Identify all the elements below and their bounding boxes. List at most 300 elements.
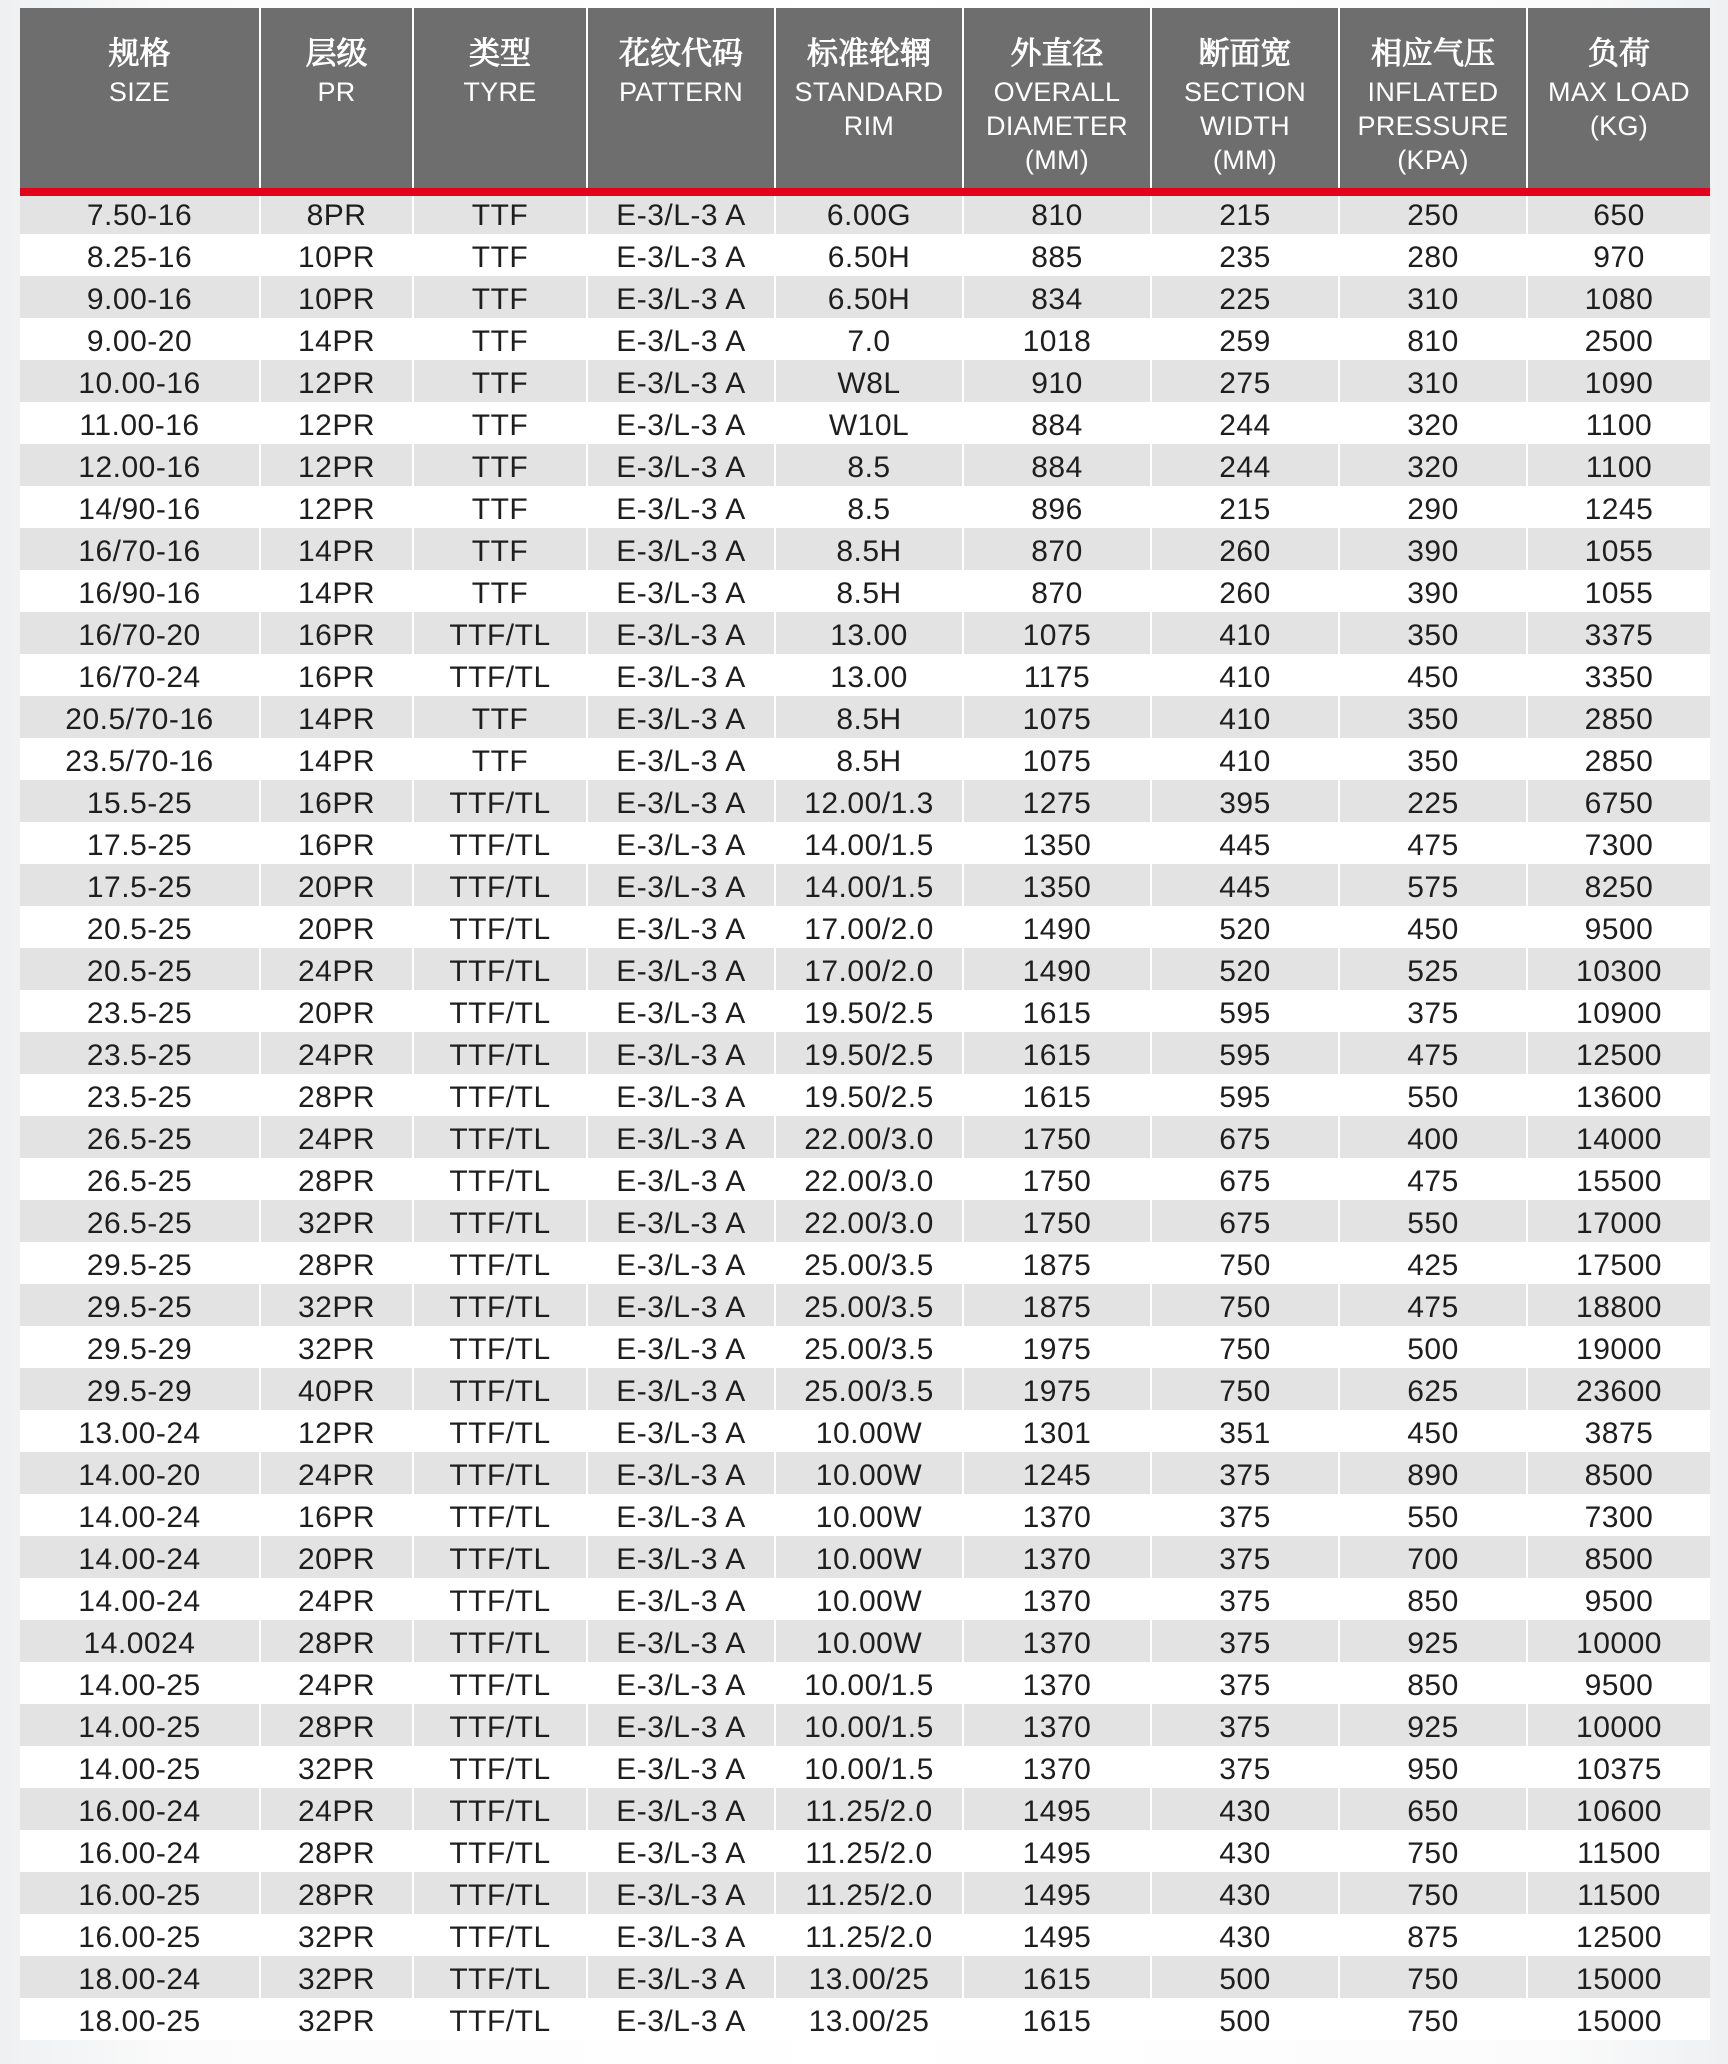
cell-standard-rim: 17.00/2.0 [775, 948, 963, 990]
cell-tyre-type: TTF/TL [413, 654, 587, 696]
cell-tyre-type: TTF/TL [413, 612, 587, 654]
cell-pattern-code: E-3/L-3 A [587, 1200, 775, 1242]
cell-ply-rating: 10PR [260, 234, 413, 276]
table-row [20, 948, 1710, 990]
cell-size: 23.5-25 [20, 990, 260, 1032]
cell-section-width: 750 [1151, 1326, 1339, 1368]
column-header-en-label: MAX LOAD [1548, 77, 1690, 107]
cell-inflated-pressure: 320 [1339, 444, 1527, 486]
column-header-section-width [1151, 8, 1339, 192]
cell-standard-rim: 19.50/2.5 [775, 990, 963, 1032]
cell-tyre-type: TTF/TL [413, 780, 587, 822]
cell-ply-rating: 16PR [260, 1494, 413, 1536]
cell-section-width: 244 [1151, 402, 1339, 444]
table-row [20, 1998, 1710, 2040]
cell-max-load: 7300 [1527, 1494, 1710, 1536]
column-header-cn-label: 层级 [305, 36, 368, 72]
cell-overall-diameter: 1615 [963, 1074, 1151, 1116]
cell-tyre-type: TTF/TL [413, 1578, 587, 1620]
cell-max-load: 17500 [1527, 1242, 1710, 1284]
cell-section-width: 675 [1151, 1200, 1339, 1242]
cell-size: 26.5-25 [20, 1158, 260, 1200]
table-row [20, 486, 1710, 528]
cell-section-width: 750 [1151, 1284, 1339, 1326]
cell-inflated-pressure: 350 [1339, 738, 1527, 780]
cell-size: 23.5-25 [20, 1032, 260, 1074]
cell-inflated-pressure: 550 [1339, 1200, 1527, 1242]
cell-overall-diameter: 1245 [963, 1452, 1151, 1494]
table-row [20, 906, 1710, 948]
cell-tyre-type: TTF/TL [413, 1746, 587, 1788]
cell-size: 16/70-20 [20, 612, 260, 654]
cell-pattern-code: E-3/L-3 A [587, 780, 775, 822]
cell-pattern-code: E-3/L-3 A [587, 1620, 775, 1662]
cell-tyre-type: TTF [413, 318, 587, 360]
cell-size: 15.5-25 [20, 780, 260, 822]
cell-size: 29.5-29 [20, 1326, 260, 1368]
cell-size: 14.00-20 [20, 1452, 260, 1494]
cell-pattern-code: E-3/L-3 A [587, 1452, 775, 1494]
cell-overall-diameter: 870 [963, 528, 1151, 570]
column-header-cn-label: 负荷 [1588, 36, 1650, 72]
cell-section-width: 375 [1151, 1662, 1339, 1704]
cell-tyre-type: TTF/TL [413, 1284, 587, 1326]
table-row [20, 654, 1710, 696]
cell-overall-diameter: 1301 [963, 1410, 1151, 1452]
cell-max-load: 11500 [1527, 1830, 1710, 1872]
cell-ply-rating: 24PR [260, 1116, 413, 1158]
cell-standard-rim: 6.50H [775, 276, 963, 318]
cell-pattern-code: E-3/L-3 A [587, 1494, 775, 1536]
cell-tyre-type: TTF/TL [413, 822, 587, 864]
cell-ply-rating: 24PR [260, 1788, 413, 1830]
header-row [20, 8, 1710, 192]
cell-tyre-type: TTF [413, 360, 587, 402]
cell-inflated-pressure: 320 [1339, 402, 1527, 444]
cell-inflated-pressure: 525 [1339, 948, 1527, 990]
cell-tyre-type: TTF/TL [413, 1620, 587, 1662]
cell-standard-rim: W10L [775, 402, 963, 444]
cell-tyre-type: TTF [413, 234, 587, 276]
cell-size: 14.00-24 [20, 1578, 260, 1620]
cell-size: 14.00-24 [20, 1536, 260, 1578]
cell-overall-diameter: 1275 [963, 780, 1151, 822]
cell-max-load: 10000 [1527, 1704, 1710, 1746]
cell-pattern-code: E-3/L-3 A [587, 1326, 775, 1368]
cell-pattern-code: E-3/L-3 A [587, 906, 775, 948]
column-header-tyre-type [413, 8, 587, 192]
cell-max-load: 7300 [1527, 822, 1710, 864]
cell-section-width: 675 [1151, 1158, 1339, 1200]
cell-pattern-code: E-3/L-3 A [587, 1410, 775, 1452]
cell-inflated-pressure: 375 [1339, 990, 1527, 1032]
cell-standard-rim: 10.00W [775, 1494, 963, 1536]
cell-pattern-code: E-3/L-3 A [587, 234, 775, 276]
cell-pattern-code: E-3/L-3 A [587, 1032, 775, 1074]
cell-max-load: 14000 [1527, 1116, 1710, 1158]
cell-section-width: 260 [1151, 528, 1339, 570]
table-row [20, 1032, 1710, 1074]
cell-ply-rating: 12PR [260, 444, 413, 486]
cell-standard-rim: 25.00/3.5 [775, 1326, 963, 1368]
cell-ply-rating: 32PR [260, 1746, 413, 1788]
cell-overall-diameter: 885 [963, 234, 1151, 276]
cell-tyre-type: TTF/TL [413, 1242, 587, 1284]
cell-pattern-code: E-3/L-3 A [587, 612, 775, 654]
table-row [20, 360, 1710, 402]
cell-max-load: 970 [1527, 234, 1710, 276]
column-header-pattern-code [587, 8, 775, 192]
column-header-cn-label: 标准轮辋 [807, 36, 931, 72]
cell-overall-diameter: 1075 [963, 612, 1151, 654]
cell-standard-rim: 10.00W [775, 1578, 963, 1620]
cell-standard-rim: 22.00/3.0 [775, 1116, 963, 1158]
cell-max-load: 2850 [1527, 696, 1710, 738]
table-row [20, 1074, 1710, 1116]
cell-max-load: 13600 [1527, 1074, 1710, 1116]
table-row [20, 612, 1710, 654]
table-row [20, 1914, 1710, 1956]
table-row [20, 1158, 1710, 1200]
cell-pattern-code: E-3/L-3 A [587, 1242, 775, 1284]
cell-size: 26.5-25 [20, 1200, 260, 1242]
cell-tyre-type: TTF [413, 528, 587, 570]
cell-inflated-pressure: 310 [1339, 276, 1527, 318]
cell-ply-rating: 32PR [260, 1956, 413, 1998]
cell-overall-diameter: 1615 [963, 1032, 1151, 1074]
cell-inflated-pressure: 475 [1339, 1284, 1527, 1326]
cell-tyre-type: TTF [413, 738, 587, 780]
column-header-cn-label: 规格 [108, 36, 171, 72]
cell-standard-rim: 19.50/2.5 [775, 1074, 963, 1116]
column-header-en-label: SIZE [108, 77, 171, 107]
table-row [20, 1620, 1710, 1662]
table-row [20, 1956, 1710, 1998]
cell-overall-diameter: 1875 [963, 1284, 1151, 1326]
cell-tyre-type: TTF [413, 276, 587, 318]
cell-ply-rating: 12PR [260, 486, 413, 528]
table-row [20, 444, 1710, 486]
cell-size: 20.5-25 [20, 906, 260, 948]
cell-max-load: 10300 [1527, 948, 1710, 990]
cell-section-width: 595 [1151, 1074, 1339, 1116]
table-row [20, 402, 1710, 444]
cell-section-width: 215 [1151, 486, 1339, 528]
cell-overall-diameter: 1370 [963, 1494, 1151, 1536]
table-row [20, 1452, 1710, 1494]
cell-ply-rating: 28PR [260, 1074, 413, 1116]
cell-tyre-type: TTF/TL [413, 1788, 587, 1830]
cell-section-width: 375 [1151, 1620, 1339, 1662]
cell-section-width: 375 [1151, 1536, 1339, 1578]
cell-overall-diameter: 896 [963, 486, 1151, 528]
cell-inflated-pressure: 950 [1339, 1746, 1527, 1788]
cell-overall-diameter: 1495 [963, 1872, 1151, 1914]
cell-ply-rating: 28PR [260, 1704, 413, 1746]
cell-overall-diameter: 1875 [963, 1242, 1151, 1284]
cell-max-load: 9500 [1527, 1578, 1710, 1620]
cell-max-load: 8500 [1527, 1536, 1710, 1578]
cell-ply-rating: 28PR [260, 1830, 413, 1872]
cell-inflated-pressure: 750 [1339, 1956, 1527, 1998]
cell-size: 20.5/70-16 [20, 696, 260, 738]
cell-standard-rim: 14.00/1.5 [775, 822, 963, 864]
cell-ply-rating: 12PR [260, 402, 413, 444]
cell-section-width: 430 [1151, 1830, 1339, 1872]
table-row [20, 1872, 1710, 1914]
cell-size: 18.00-25 [20, 1998, 260, 2040]
cell-ply-rating: 12PR [260, 1410, 413, 1452]
cell-ply-rating: 20PR [260, 906, 413, 948]
table-row [20, 1284, 1710, 1326]
cell-standard-rim: 11.25/2.0 [775, 1872, 963, 1914]
cell-tyre-type: TTF/TL [413, 1956, 587, 1998]
cell-pattern-code: E-3/L-3 A [587, 1116, 775, 1158]
cell-ply-rating: 14PR [260, 528, 413, 570]
cell-tyre-type: TTF/TL [413, 1872, 587, 1914]
cell-size: 23.5/70-16 [20, 738, 260, 780]
cell-max-load: 650 [1527, 192, 1710, 234]
cell-size: 14.00-25 [20, 1746, 260, 1788]
cell-section-width: 445 [1151, 864, 1339, 906]
cell-pattern-code: E-3/L-3 A [587, 402, 775, 444]
cell-size: 16.00-24 [20, 1830, 260, 1872]
cell-pattern-code: E-3/L-3 A [587, 1830, 775, 1872]
table-row [20, 738, 1710, 780]
column-header-cn-label: 外直径 [1010, 36, 1104, 72]
cell-ply-rating: 28PR [260, 1872, 413, 1914]
table-row [20, 1326, 1710, 1368]
table-header [20, 8, 1710, 192]
cell-standard-rim: 8.5 [775, 444, 963, 486]
cell-pattern-code: E-3/L-3 A [587, 1578, 775, 1620]
cell-max-load: 15000 [1527, 1956, 1710, 1998]
cell-tyre-type: TTF/TL [413, 1074, 587, 1116]
cell-size: 16.00-24 [20, 1788, 260, 1830]
cell-max-load: 1100 [1527, 444, 1710, 486]
column-header-en-label: WIDTH [1200, 111, 1290, 141]
cell-max-load: 19000 [1527, 1326, 1710, 1368]
cell-tyre-type: TTF/TL [413, 1662, 587, 1704]
cell-pattern-code: E-3/L-3 A [587, 444, 775, 486]
cell-standard-rim: 10.00/1.5 [775, 1746, 963, 1788]
table-row [20, 990, 1710, 1032]
cell-max-load: 10000 [1527, 1620, 1710, 1662]
cell-tyre-type: TTF [413, 444, 587, 486]
table-row [20, 1788, 1710, 1830]
cell-max-load: 9500 [1527, 1662, 1710, 1704]
cell-section-width: 520 [1151, 948, 1339, 990]
cell-ply-rating: 24PR [260, 1578, 413, 1620]
cell-overall-diameter: 1350 [963, 822, 1151, 864]
cell-pattern-code: E-3/L-3 A [587, 1788, 775, 1830]
cell-overall-diameter: 1370 [963, 1704, 1151, 1746]
cell-ply-rating: 24PR [260, 948, 413, 990]
cell-ply-rating: 20PR [260, 1536, 413, 1578]
cell-max-load: 3375 [1527, 612, 1710, 654]
cell-pattern-code: E-3/L-3 A [587, 1746, 775, 1788]
cell-overall-diameter: 870 [963, 570, 1151, 612]
cell-tyre-type: TTF/TL [413, 1536, 587, 1578]
cell-max-load: 1055 [1527, 528, 1710, 570]
cell-tyre-type: TTF/TL [413, 1116, 587, 1158]
cell-ply-rating: 32PR [260, 1998, 413, 2040]
cell-ply-rating: 28PR [260, 1620, 413, 1662]
cell-tyre-type: TTF/TL [413, 1410, 587, 1452]
cell-inflated-pressure: 400 [1339, 1116, 1527, 1158]
cell-size: 16/70-24 [20, 654, 260, 696]
cell-pattern-code: E-3/L-3 A [587, 1284, 775, 1326]
column-header-en-label: PATTERN [618, 77, 744, 107]
cell-tyre-type: TTF/TL [413, 864, 587, 906]
cell-ply-rating: 14PR [260, 738, 413, 780]
cell-inflated-pressure: 575 [1339, 864, 1527, 906]
cell-tyre-type: TTF [413, 192, 587, 234]
table-row [20, 1536, 1710, 1578]
cell-standard-rim: 25.00/3.5 [775, 1284, 963, 1326]
cell-size: 9.00-16 [20, 276, 260, 318]
cell-size: 14.00-25 [20, 1704, 260, 1746]
cell-pattern-code: E-3/L-3 A [587, 1872, 775, 1914]
cell-standard-rim: 14.00/1.5 [775, 864, 963, 906]
cell-section-width: 750 [1151, 1242, 1339, 1284]
cell-ply-rating: 28PR [260, 1158, 413, 1200]
cell-inflated-pressure: 475 [1339, 1158, 1527, 1200]
cell-overall-diameter: 1370 [963, 1662, 1151, 1704]
column-header-en-label: PR [317, 77, 356, 107]
cell-overall-diameter: 1750 [963, 1200, 1151, 1242]
cell-size: 14.00-25 [20, 1662, 260, 1704]
cell-inflated-pressure: 310 [1339, 360, 1527, 402]
cell-size: 16.00-25 [20, 1872, 260, 1914]
cell-max-load: 17000 [1527, 1200, 1710, 1242]
column-header-en-label: PRESSURE [1357, 111, 1509, 141]
cell-size: 13.00-24 [20, 1410, 260, 1452]
table-row [20, 192, 1710, 234]
column-header-max-load [1527, 8, 1710, 192]
table-row [20, 1200, 1710, 1242]
cell-section-width: 595 [1151, 990, 1339, 1032]
cell-standard-rim: 6.50H [775, 234, 963, 276]
cell-ply-rating: 14PR [260, 696, 413, 738]
cell-inflated-pressure: 250 [1339, 192, 1527, 234]
cell-ply-rating: 20PR [260, 864, 413, 906]
cell-overall-diameter: 1615 [963, 1998, 1151, 2040]
cell-pattern-code: E-3/L-3 A [587, 1998, 775, 2040]
cell-standard-rim: 10.00/1.5 [775, 1704, 963, 1746]
cell-section-width: 259 [1151, 318, 1339, 360]
table-row [20, 234, 1710, 276]
cell-max-load: 8500 [1527, 1452, 1710, 1494]
cell-overall-diameter: 1370 [963, 1578, 1151, 1620]
table-row [20, 1368, 1710, 1410]
cell-ply-rating: 8PR [260, 192, 413, 234]
table-row [20, 528, 1710, 570]
cell-max-load: 15000 [1527, 1998, 1710, 2040]
column-header-en-label: STANDARD [794, 77, 944, 107]
cell-tyre-type: TTF/TL [413, 1200, 587, 1242]
cell-standard-rim: 13.00/25 [775, 1998, 963, 2040]
cell-size: 26.5-25 [20, 1116, 260, 1158]
table-row [20, 276, 1710, 318]
cell-pattern-code: E-3/L-3 A [587, 1368, 775, 1410]
cell-overall-diameter: 1495 [963, 1830, 1151, 1872]
column-header-ply-rating [260, 8, 413, 192]
cell-standard-rim: 10.00W [775, 1620, 963, 1662]
cell-max-load: 2850 [1527, 738, 1710, 780]
table-row [20, 1494, 1710, 1536]
cell-inflated-pressure: 225 [1339, 780, 1527, 822]
cell-tyre-type: TTF [413, 696, 587, 738]
cell-section-width: 410 [1151, 654, 1339, 696]
cell-ply-rating: 32PR [260, 1326, 413, 1368]
cell-inflated-pressure: 700 [1339, 1536, 1527, 1578]
cell-inflated-pressure: 890 [1339, 1452, 1527, 1494]
cell-size: 29.5-25 [20, 1242, 260, 1284]
cell-standard-rim: 25.00/3.5 [775, 1242, 963, 1284]
cell-overall-diameter: 1490 [963, 906, 1151, 948]
column-header-en-label: OVERALL [993, 77, 1121, 107]
cell-size: 20.5-25 [20, 948, 260, 990]
cell-max-load: 1055 [1527, 570, 1710, 612]
table-row [20, 1578, 1710, 1620]
column-header-inflated-pressure [1339, 8, 1527, 192]
cell-pattern-code: E-3/L-3 A [587, 1704, 775, 1746]
table-row [20, 1116, 1710, 1158]
cell-standard-rim: 19.50/2.5 [775, 1032, 963, 1074]
cell-ply-rating: 32PR [260, 1284, 413, 1326]
cell-section-width: 410 [1151, 738, 1339, 780]
column-header-standard-rim [775, 8, 963, 192]
cell-pattern-code: E-3/L-3 A [587, 948, 775, 990]
cell-overall-diameter: 884 [963, 444, 1151, 486]
cell-max-load: 10600 [1527, 1788, 1710, 1830]
cell-inflated-pressure: 550 [1339, 1494, 1527, 1536]
cell-inflated-pressure: 450 [1339, 1410, 1527, 1452]
cell-pattern-code: E-3/L-3 A [587, 864, 775, 906]
cell-size: 29.5-29 [20, 1368, 260, 1410]
cell-tyre-type: TTF/TL [413, 1368, 587, 1410]
column-header-en-label: INFLATED [1367, 77, 1499, 107]
cell-size: 7.50-16 [20, 192, 260, 234]
column-header-cn-label: 花纹代码 [619, 36, 743, 72]
cell-standard-rim: 8.5H [775, 528, 963, 570]
column-header-cn-label: 断面宽 [1198, 36, 1292, 72]
cell-overall-diameter: 1075 [963, 738, 1151, 780]
cell-section-width: 375 [1151, 1452, 1339, 1494]
table-row [20, 1410, 1710, 1452]
column-header-overall-diameter [963, 8, 1151, 192]
cell-max-load: 12500 [1527, 1032, 1710, 1074]
cell-inflated-pressure: 550 [1339, 1074, 1527, 1116]
cell-pattern-code: E-3/L-3 A [587, 822, 775, 864]
cell-size: 16.00-25 [20, 1914, 260, 1956]
cell-standard-rim: 11.25/2.0 [775, 1914, 963, 1956]
cell-overall-diameter: 1490 [963, 948, 1151, 990]
column-header-en-label: TYRE [463, 77, 537, 107]
cell-standard-rim: 6.00G [775, 192, 963, 234]
cell-standard-rim: 13.00 [775, 612, 963, 654]
cell-pattern-code: E-3/L-3 A [587, 738, 775, 780]
cell-section-width: 375 [1151, 1578, 1339, 1620]
cell-overall-diameter: 1370 [963, 1536, 1151, 1578]
cell-pattern-code: E-3/L-3 A [587, 528, 775, 570]
cell-standard-rim: 8.5H [775, 696, 963, 738]
cell-section-width: 235 [1151, 234, 1339, 276]
cell-standard-rim: 11.25/2.0 [775, 1830, 963, 1872]
cell-inflated-pressure: 750 [1339, 1872, 1527, 1914]
table-row [20, 570, 1710, 612]
